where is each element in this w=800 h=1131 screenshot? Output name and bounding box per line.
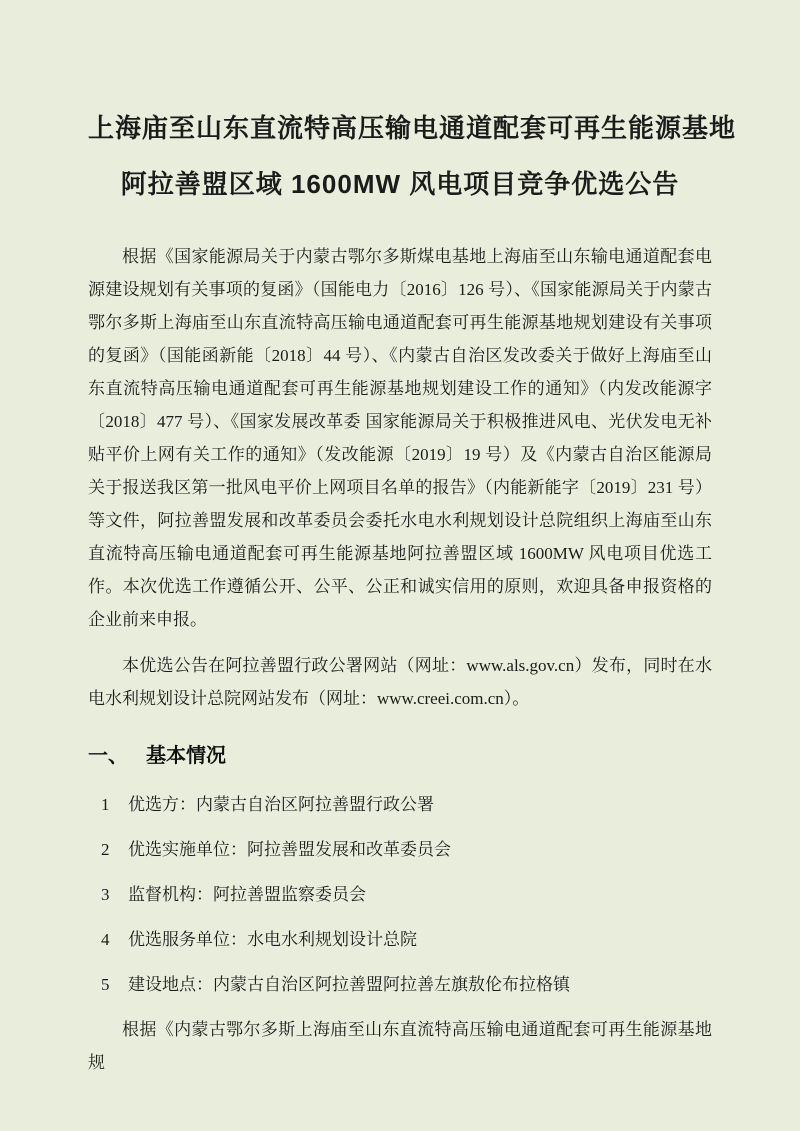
section-heading-label: 基本情况 [146, 745, 226, 767]
document-title-line-2: 阿拉善盟区域 1600MW 风电项目竞争优选公告 [120, 169, 680, 199]
document-title-line-1: 上海庙至山东直流特高压输电通道配套可再生能源基地 [88, 113, 737, 143]
section-heading-basic-info [88, 742, 712, 770]
list-item-number: 3 [101, 885, 110, 904]
list-item-text: 优选方：内蒙古自治区阿拉善盟行政公署 [128, 795, 434, 814]
list-item-service-unit [88, 917, 712, 962]
list-item-supervisor [88, 872, 712, 917]
list-item-text: 优选服务单位：水电水利规划设计总院 [128, 930, 417, 949]
list-item-number: 1 [101, 795, 110, 814]
section-heading-number: 一、 [88, 745, 128, 767]
list-item-selector [88, 782, 712, 827]
list-item-number: 2 [101, 840, 110, 859]
list-item-construction-site [88, 962, 712, 1007]
paragraph-publication-websites: 本优选公告在阿拉善盟行政公署网站（网址：www.als.gov.cn）发布，同时在水电水利规划设计总院网站发布（网址：www.creei.com.cn）。 [88, 656, 712, 708]
list-item-number: 5 [101, 975, 110, 994]
paragraph-legal-basis: 根据《国家能源局关于内蒙古鄂尔多斯煤电基地上海庙至山东输电通道配套电源建设规划有关事项的复函》（国能电力〔2016〕126 号）、《国家能源局关于内蒙古鄂尔多斯上海庙至山东直流特高压输电通道配套可再生能源基地规划建设有关事项的复函》（国能函新能〔2018〕44 号）、《内蒙古自治区发改委关于做好上海庙至山东直流特高压输电通道配套可再生能源基地规划建设工作的通知》（内发改能源字〔2018〕477 号）、《国家发展改革委 国家能源局关于积极推进风电、光伏发电无补贴平价上网有关工作的通知》（发改能源〔2019〕19 号）及《内蒙古自治区能源局关于报送我区第一批风电平价上网项目名单的报告》（内能新能字〔2019〕231 号）等文件，阿拉善盟发展和改革委员会委托水电水利规划设计总院组织上海庙至山东直流特高压输电通道配套可再生能源基地阿拉善盟区域 1600MW 风电项目优选工作。本次优选工作遵循公开、公平、公正和诚实信用的原则，欢迎具备申报资格的企业前来申报。 [88, 247, 712, 629]
list-item-text: 监督机构：阿拉善盟监察委员会 [128, 885, 366, 904]
list-item-text: 优选实施单位：阿拉善盟发展和改革委员会 [128, 840, 451, 859]
paragraph-trailing-truncated: 根据《内蒙古鄂尔多斯上海庙至山东直流特高压输电通道配套可再生能源基地规 [88, 1020, 712, 1072]
list-item-implementing-unit [88, 827, 712, 872]
list-item-text: 建设地点：内蒙古自治区阿拉善盟阿拉善左旗敖伦布拉格镇 [128, 975, 570, 994]
list-item-number: 4 [101, 930, 110, 949]
basic-info-list [88, 782, 712, 1007]
document-title [88, 100, 737, 212]
